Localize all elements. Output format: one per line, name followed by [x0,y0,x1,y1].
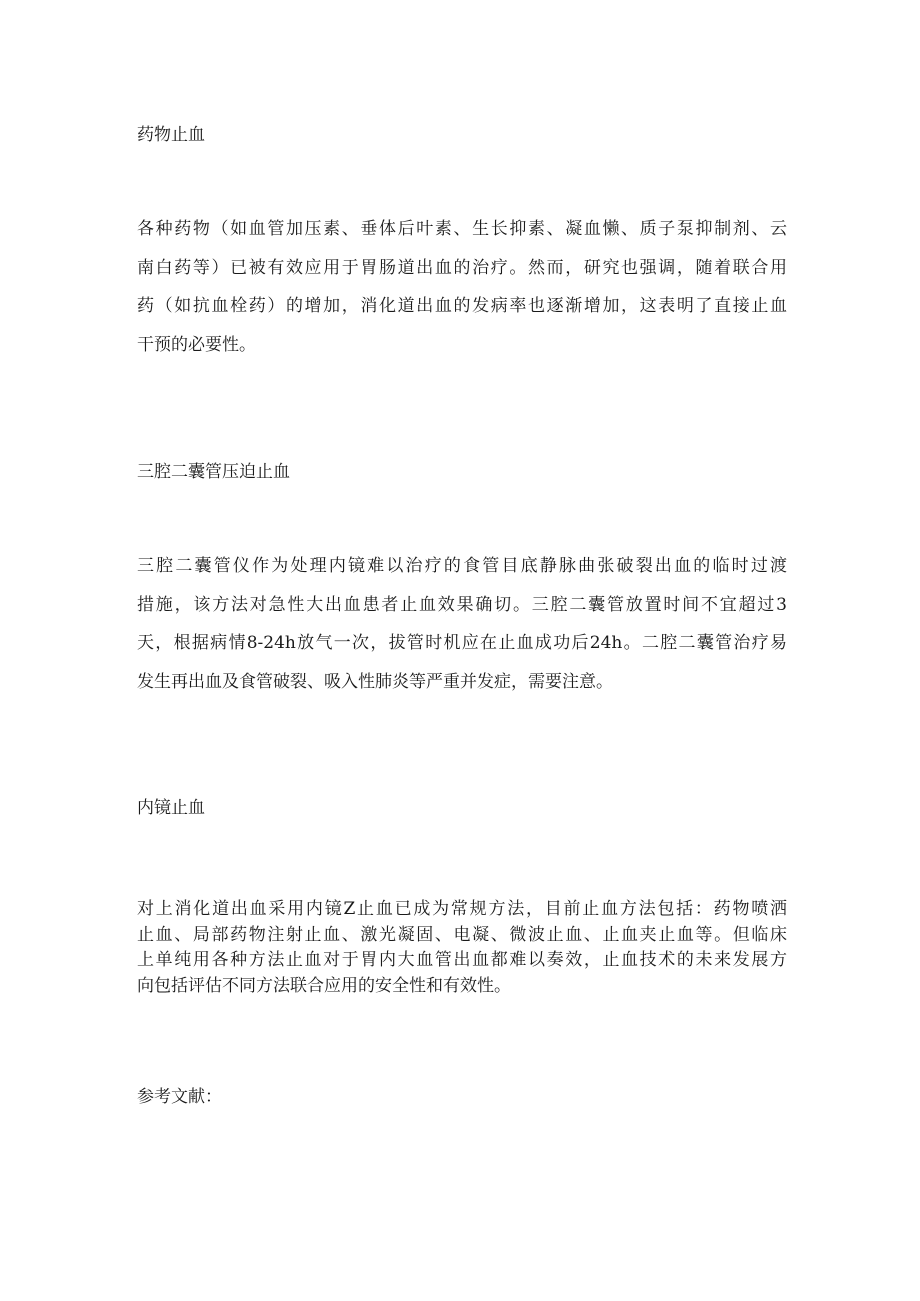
paragraph-line: 向包括评估不同方法联合应用的安全性和有效性。 [137,975,511,996]
paragraph-balloon-tamponade [137,547,787,701]
section-heading-balloon-tamponade: 三腔二囊管压迫止血 [137,462,290,482]
section-heading-references: 参考文献： [137,1087,222,1107]
paragraph-line: 上单纯用各种方法止血对于胃内大血管出血都难以奏效，止血技术的未来发展方 [137,950,787,970]
paragraph-line: 对上消化道出血采用内镜Z止血已成为常规方法，目前止血方法包括：药物喷洒 [137,899,787,919]
paragraph-line: 发生再出血及食管破裂、吸入性肺炎等严重并发症，需要注意。 [137,671,613,692]
section-heading-endoscopic-hemostasis: 内镜止血 [137,798,205,818]
paragraph-line: 三腔二囊管仪作为处理内镜难以治疗的食管目底静脉曲张破裂出血的临时过渡 [137,556,787,576]
paragraph-line: 天，根据病情8-24h放气一次，拔管时机应在止血成功后24h。二腔二囊管治疗易 [137,633,787,653]
paragraph-drug-hemostasis [137,210,787,364]
section-heading-drug-hemostasis: 药物止血 [137,125,205,145]
paragraph-line: 措施，该方法对急性大出血患者止血效果确切。三腔二囊管放置时间不宜超过3 [137,594,787,615]
paragraph-line: 各种药物（如血管加压素、垂体后叶素、生长抑素、凝血懒、质子泵抑制剂、云 [137,219,787,239]
paragraph-line: 药（如抗血栓药）的增加，消化道出血的发病率也逐渐增加，这表明了直接止血 [137,296,787,316]
paragraph-line: 止血、局部药物注射止血、激光凝固、电凝、微波止血、止血夹止血等。但临床 [137,924,787,945]
paragraph-line: 干预的必要性。 [137,334,256,355]
paragraph-endoscopic-hemostasis [137,897,787,999]
paragraph-line: 南白药等）已被有效应用于胃肠道出血的治疗。然而，研究也强调，随着联合用 [137,257,787,278]
